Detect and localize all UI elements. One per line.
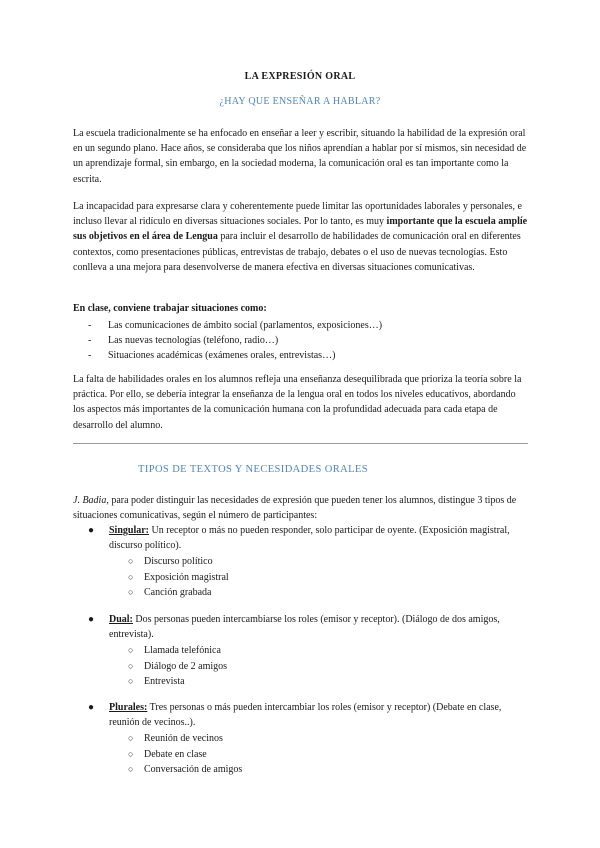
section-title-tipos: TIPOS DE TEXTOS Y NECESIDADES ORALES — [138, 464, 368, 475]
document-title: LA EXPRESIÓN ORAL — [244, 71, 356, 82]
list-item: - Las nuevas tecnologías (teléfono, radio…) — [88, 333, 382, 348]
bullet-icon: ● — [88, 702, 95, 713]
dual-label: Dual: — [109, 614, 133, 625]
circle-bullet-icon: ○ — [128, 556, 134, 567]
singular-label: Singular: — [109, 525, 150, 536]
clase-heading: En clase, conviene trabajar situaciones como: — [73, 303, 267, 314]
list-item-text: Entrevista — [144, 675, 185, 687]
list-item-text: Discurso político — [144, 556, 213, 568]
dual-text: Dos personas pueden intercambiarse los roles (emisor y receptor). (Diálogo de dos amigos, entrevista). — [109, 614, 500, 641]
circle-bullet-icon: ○ — [128, 748, 134, 759]
badia-author: J. Badia — [73, 495, 107, 506]
list-item — [88, 643, 528, 658]
singular-text: Un receptor o más no pueden responder, solo participar de oyente. (Exposición magistral, discurso político). — [109, 525, 510, 552]
intro-paragraph-2 — [73, 199, 528, 275]
badia-text: , para poder distinguir las necesidades de expresión que pueden tener los alumnos, distingue 3 tipos de situaciones comunicativas, según el número de participantes: — [73, 495, 517, 522]
clase-list — [88, 318, 382, 364]
dual-heading — [88, 612, 528, 642]
singular-block — [88, 523, 528, 600]
intro-paragraph-1: La escuela tradicionalmente se ha enfocado en enseñar a leer y escribir, situando la habilidad de la expresión oral en un segundo plano. Hace años, se consideraba que los niños aprendían a hablar por sí mismos, sin necesidad de un aprendizaje formal, sin embargo, en la sociedad moderna, la comunicación oral es tan importante como la escrita. — [73, 128, 527, 185]
circle-bullet-icon: ○ — [128, 675, 134, 686]
p2-text-end: para incluir el desarrollo de habilidades de comunicación oral en diferentes contextos, como presentaciones públicas, entrevistas de trabajo, debates o el uso de nuevas tecnologías. Esto conlleva a una mejora para desenvolverse de manera efectiva en diversas situaciones comunicativas. — [73, 231, 521, 273]
plurales-heading — [88, 700, 528, 730]
list-item-text: Llamada telefónica — [144, 645, 221, 657]
list-item — [88, 731, 528, 746]
badia-paragraph — [73, 493, 528, 523]
list-item — [88, 747, 528, 762]
plurales-list — [88, 731, 528, 777]
p2-bold-text: importante que la escuela amplíe sus objetivos en el área de Lengua — [73, 216, 528, 243]
list-item-text: Exposición magistral — [144, 571, 229, 583]
circle-bullet-icon: ○ — [128, 733, 134, 744]
circle-bullet-icon: ○ — [128, 645, 134, 656]
bullet-icon: ● — [88, 525, 95, 536]
circle-bullet-icon: ○ — [128, 660, 134, 671]
list-item-text: Reunión de vecinos — [144, 733, 223, 745]
circle-bullet-icon: ○ — [128, 571, 134, 582]
list-item — [88, 674, 528, 689]
plurales-text: Tres personas o más pueden intercambiar los roles (emisor y receptor) (Debate en clase, reunión de vecinos..). — [109, 702, 502, 729]
list-item — [88, 762, 528, 777]
intro-paragraph-3: La falta de habilidades orales en los alumnos refleja una enseñanza desequilibrada que prioriza la teoría sobre la práctica. Por ello, se debería integrar la enseñanza de la lengua oral en todos los niveles educativos, abordando los aspectos más importantes de la comunicación humana con la profundidad adecuada para cada etapa de desarrollo del alumno. — [73, 374, 522, 431]
list-item-text: Diálogo de 2 amigos — [144, 660, 228, 672]
circle-bullet-icon: ○ — [128, 586, 134, 597]
plurales-block — [88, 700, 528, 777]
section-divider — [73, 443, 528, 444]
list-item — [88, 570, 528, 585]
bullet-icon: ● — [88, 614, 95, 625]
plurales-label: Plurales: — [109, 702, 148, 713]
document-subtitle: ¿HAY QUE ENSEÑAR A HABLAR? — [219, 96, 381, 107]
dual-block — [88, 612, 528, 689]
list-item — [88, 659, 528, 674]
list-item — [88, 585, 528, 600]
dual-list — [88, 643, 528, 689]
singular-list — [88, 554, 528, 600]
list-item: - Las comunicaciones de ámbito social (parlamentos, exposiciones…) — [88, 318, 382, 333]
list-item — [88, 554, 528, 569]
circle-bullet-icon: ○ — [128, 763, 134, 774]
p2-text-start: La incapacidad para expresarse clara y coherentemente puede limitar las oportunidades laborales y personales, e incluso llevar al ridículo en diversas situaciones sociales. Por lo tanto, es muy — [73, 201, 522, 228]
singular-heading — [88, 523, 528, 553]
list-item-text: Debate en clase — [144, 748, 207, 760]
list-item-text: Canción grabada — [144, 586, 212, 598]
list-item: - Situaciones académicas (exámenes orales, entrevistas…) — [88, 348, 382, 363]
list-item-text: Conversación de amigos — [144, 763, 243, 775]
